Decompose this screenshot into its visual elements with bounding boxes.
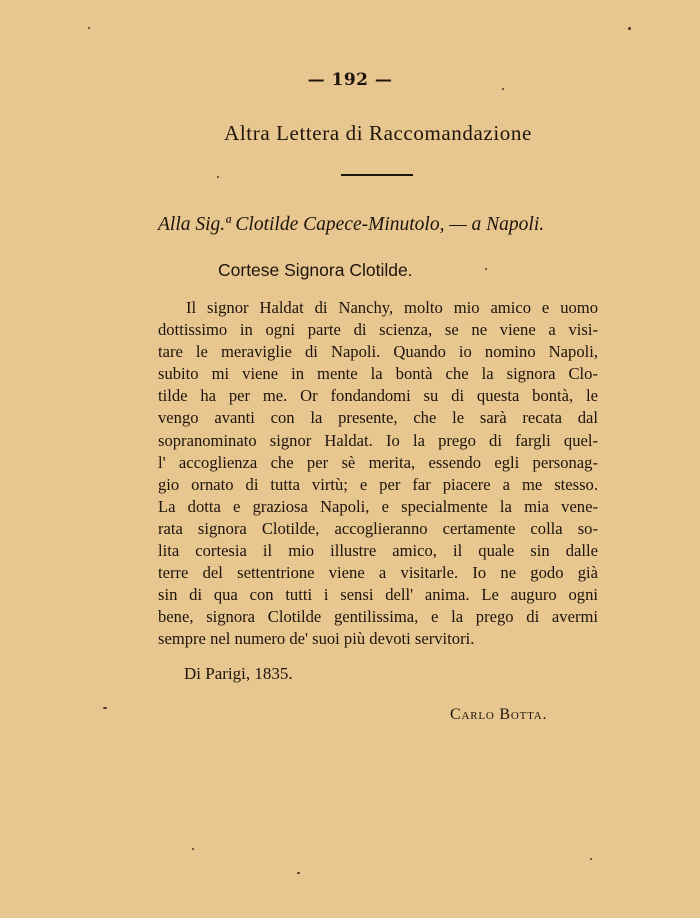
body-line: La dotta e graziosa Napoli, e specialmente la mia vene- <box>158 496 598 516</box>
title-divider <box>341 174 413 176</box>
body-line: terre del settentrione viene a visitarle. Io ne godo già <box>158 563 598 583</box>
body-line: rata signora Clotilde, accoglieranno certamente colla so- <box>158 518 598 538</box>
paper-speck <box>628 27 631 30</box>
paper-speck <box>590 858 592 860</box>
body-line: sopranominato signor Haldat. Io la prego di fargli quel- <box>158 430 598 450</box>
body-line: subito mi viene in mente la bontà che la signora Clo- <box>158 364 598 384</box>
paper-speck <box>502 88 504 90</box>
body-line: bene, signora Clotilde gentilissima, e la prego di avermi <box>158 607 598 627</box>
body-line: sin di qua con tutti i sensi dell' anima. Le auguro ogni <box>158 585 598 605</box>
greeting: Cortese Signora Clotilde. <box>218 260 413 280</box>
body-line: sempre nel numero de' suoi più devoti servitori. <box>158 629 475 649</box>
paper-speck <box>88 27 90 29</box>
body-line: vengo avanti con la presente, che le sarà recata dal <box>158 408 598 428</box>
body-line: tilde ha per me. Or fondandomi su di questa bontà, le <box>158 386 598 406</box>
body-line: Il signor Haldat di Nanchy, molto mio amico e uomo <box>186 298 598 317</box>
body-line: lita cortesia il mio illustre amico, il quale sin dalle <box>158 541 598 561</box>
paper-speck <box>485 268 487 270</box>
body-line: gio ornato di tutta virtù; e per far piacere a me stesso. <box>158 474 598 494</box>
dateline: Di Parigi, 1835. <box>184 664 293 683</box>
body-line: l' accoglienza che per sè merita, essendo egli personag- <box>158 452 598 472</box>
letter-title: Altra Lettera di Raccomandazione <box>224 121 532 145</box>
paper-speck <box>297 872 300 874</box>
salutation: Alla Sig.ª Clotilde Capece-Minutolo, — a Napoli. <box>158 214 545 235</box>
paper-speck <box>192 848 194 850</box>
signature: Carlo Botta. <box>450 706 548 723</box>
paper-speck <box>103 707 107 709</box>
body-line: dottissimo in ogni parte di scienza, se ne viene a visi- <box>158 320 598 340</box>
letter-body <box>158 297 598 651</box>
page-number: — 192 — <box>307 70 393 90</box>
body-line: tare le meraviglie di Napoli. Quando io nomino Napoli, <box>158 342 598 362</box>
paper-speck <box>217 176 219 178</box>
